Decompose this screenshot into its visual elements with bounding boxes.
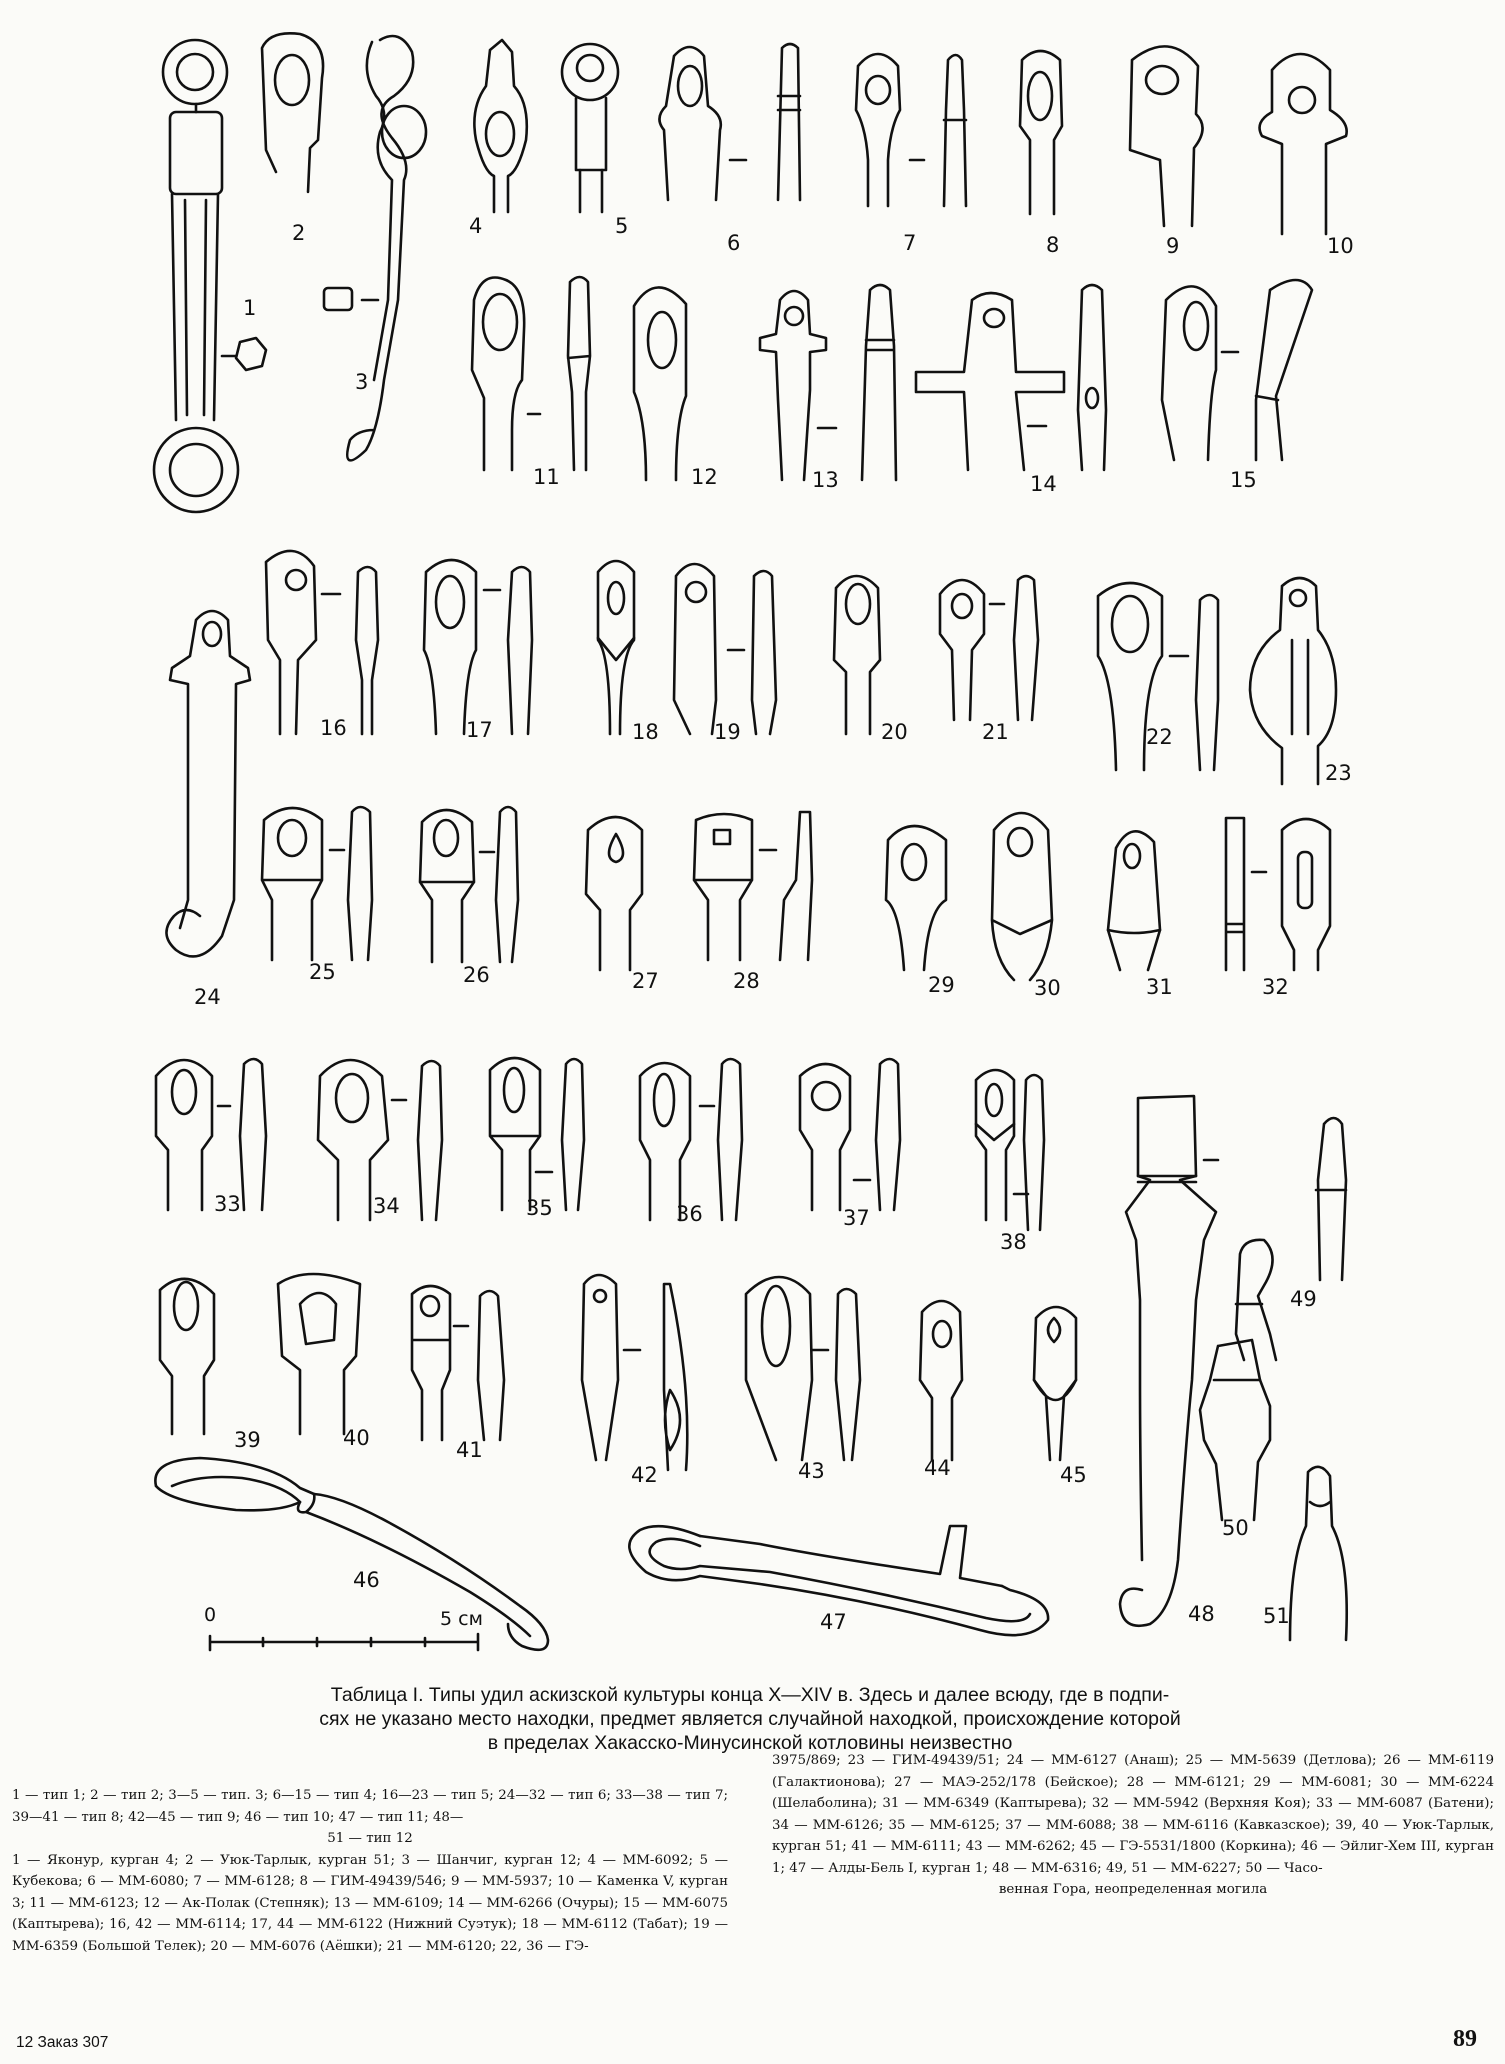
label-23: 23: [1325, 761, 1352, 785]
drawing-10: [1260, 54, 1347, 234]
label-6: 6: [727, 231, 741, 255]
label-45: 45: [1060, 1463, 1087, 1487]
label-38: 38: [1000, 1230, 1027, 1254]
legend-provenance-right-end: венная Гора, неопределенная могила: [998, 1882, 1268, 1897]
label-17: 17: [466, 718, 493, 742]
legend-right-column: [772, 1750, 1494, 1901]
label-8: 8: [1046, 233, 1060, 257]
drawing-33: [156, 1059, 266, 1210]
drawing-42: [582, 1275, 687, 1470]
drawing-6: [659, 44, 800, 200]
caption-line-1: Таблица I. Типы удил аскизской культуры конца X—XIV в. Здесь и далее всюду, где в подпи-: [330, 1684, 1170, 1706]
drawing-44: [920, 1301, 962, 1460]
label-11: 11: [533, 465, 560, 489]
label-40: 40: [343, 1426, 370, 1450]
label-27: 27: [632, 969, 659, 993]
label-39: 39: [234, 1428, 261, 1452]
label-41: 41: [456, 1438, 483, 1462]
drawing-24: [166, 611, 250, 956]
label-29: 29: [928, 973, 955, 997]
label-14: 14: [1030, 472, 1057, 496]
drawing-38: [976, 1070, 1044, 1230]
label-36: 36: [676, 1202, 703, 1226]
legend-provenance-left: 1 — Яконур, курган 4; 2 — Уюк-Тарлык, курган 51; 3 — Шанчиг, курган 12; 4 — ММ-6092; 5 — Кубекова; 6 — ММ-6080; 7 — ММ-6128; 8 — ГИМ-49439/546; 9 — ММ-5937; 10 — Каменка V, курган 3; 11 — ММ-6123; 12 — Ак-Полак (Степняк); 13 — ММ-6109; 14 — ММ-6266 (Очуры); 15 — ММ-6075 (Каптырева); 16, 42 — ММ-6114; 17, 44 — ММ-6122 (Нижний Суэтук); 18 — ММ-6112 (Табат); 19 — ММ-6359 (Большой Телек); 20 — ММ-6076 (Аёшки); 21 — ММ-6120; 22, 36 — ГЭ-: [12, 1852, 728, 1954]
legend-left-column: [12, 1785, 728, 1957]
drawing-27: [586, 817, 642, 970]
label-10: 10: [1327, 234, 1354, 258]
label-26: 26: [463, 963, 490, 987]
drawing-50: [1200, 1340, 1270, 1520]
drawing-45: [1034, 1307, 1076, 1460]
drawing-48: [1120, 1096, 1218, 1626]
drawing-19: [674, 564, 776, 734]
label-16: 16: [320, 716, 347, 740]
label-12: 12: [691, 465, 718, 489]
drawing-1: [154, 40, 266, 512]
drawing-4: [474, 40, 526, 212]
label-1: 1: [243, 296, 257, 320]
drawing-18: [598, 561, 634, 734]
drawing-25: [262, 807, 372, 960]
label-9: 9: [1166, 234, 1180, 258]
page-number: 89: [1453, 2026, 1477, 2052]
label-13: 13: [812, 468, 839, 492]
drawing-23: [1250, 578, 1336, 784]
drawing-37: [800, 1059, 900, 1210]
label-47: 47: [820, 1610, 847, 1634]
label-28: 28: [733, 969, 760, 993]
label-48: 48: [1188, 1602, 1215, 1626]
drawing-51: [1290, 1467, 1347, 1640]
drawing-43: [746, 1277, 860, 1460]
drawing-7: [856, 54, 966, 206]
label-44: 44: [924, 1456, 951, 1480]
drawing-20: [834, 576, 880, 734]
label-35: 35: [526, 1196, 553, 1220]
legend-provenance-right: 3975/869; 23 — ГИМ-49439/51; 24 — ММ-6127 (Анаш); 25 — ММ-5639 (Детлова); 26 — ММ-6119 (Галактионова); 27 — МАЭ-252/178 (Бейское); 28 — ММ-6121; 29 — ММ-6081; 30 — ММ-6224 (Шелаболина); 31 — ММ-6349 (Каптырева); 32 — ММ-5942 (Верхняя Коя); 33 — ММ-6087 (Батени); 34 — ММ-6126; 35 — ММ-6125; 37 — ММ-6088; 38 — ММ-6116 (Кавказское); 39, 40 — Уюк-Тарлык, курган 51; 41 — ММ-6111; 43 — ММ-6262; 45 — ГЭ-5531/1800 (Коркина); 46 — Эйлиг-Хем III, курган 1; 47 — Алды-Бель I, курган 1; 48 — ММ-6316; 49, 51 — ММ-6227; 50 — Часо-: [772, 1753, 1494, 1876]
drawing-15: [1162, 280, 1312, 460]
label-2: 2: [292, 221, 306, 245]
label-33: 33: [214, 1192, 241, 1216]
label-22: 22: [1146, 725, 1173, 749]
label-50: 50: [1222, 1516, 1249, 1540]
label-31: 31: [1146, 975, 1173, 999]
label-37: 37: [843, 1206, 870, 1230]
drawing-16: [266, 551, 378, 734]
scale-bar: [210, 1634, 478, 1650]
label-4: 4: [469, 214, 483, 238]
table-caption: [230, 1683, 1270, 1755]
label-3: 3: [355, 370, 369, 394]
scale-label-five: 5 см: [440, 1608, 483, 1630]
drawing-11: [472, 277, 590, 470]
drawing-17: [424, 560, 532, 734]
drawing-12: [634, 287, 686, 480]
drawing-35: [490, 1058, 584, 1210]
label-32: 32: [1262, 975, 1289, 999]
drawing-2: [262, 33, 323, 192]
label-5: 5: [615, 214, 629, 238]
label-24: 24: [194, 985, 221, 1009]
label-51: 51: [1263, 1604, 1290, 1628]
drawing-39: [160, 1279, 214, 1434]
drawing-49: [1236, 1118, 1346, 1360]
drawing-30: [992, 813, 1052, 980]
legend-types-end: 51 — тип 12: [327, 1831, 413, 1846]
drawing-41: [412, 1286, 504, 1440]
label-21: 21: [982, 720, 1009, 744]
drawing-29: [886, 826, 946, 970]
label-25: 25: [309, 960, 336, 984]
label-42: 42: [631, 1463, 658, 1487]
label-46: 46: [353, 1568, 380, 1592]
drawing-36: [640, 1059, 742, 1220]
drawing-13: [760, 285, 896, 480]
drawing-8: [1020, 51, 1062, 214]
drawing-32: [1226, 818, 1330, 970]
drawing-21: [940, 576, 1038, 720]
drawing-26: [420, 807, 518, 962]
scale-label-zero: 0: [204, 1604, 217, 1626]
caption-line-3: в пределах Хакасско-Минусинской котловины неизвестно: [487, 1732, 1013, 1754]
printer-signature: 12 Заказ 307: [16, 2034, 109, 2051]
label-20: 20: [881, 720, 908, 744]
label-15: 15: [1230, 468, 1257, 492]
drawing-40: [278, 1274, 360, 1434]
caption-line-2: сях не указано место находки, предмет является случайной находкой, происхождение которой: [319, 1708, 1181, 1730]
label-18: 18: [632, 720, 659, 744]
drawing-31: [1108, 831, 1160, 970]
drawing-14: [916, 285, 1106, 470]
drawing-5: [562, 44, 618, 212]
drawing-9: [1130, 46, 1203, 226]
label-49: 49: [1290, 1287, 1317, 1311]
label-19: 19: [714, 720, 741, 744]
label-30: 30: [1034, 976, 1061, 1000]
label-34: 34: [373, 1194, 400, 1218]
drawing-28: [694, 812, 812, 960]
drawing-3: [324, 36, 426, 460]
label-43: 43: [798, 1459, 825, 1483]
legend-types: 1 — тип 1; 2 — тип 2; 3—5 — тип. 3; 6—15 — тип 4; 16—23 — тип 5; 24—32 — тип 6; 33—38 — тип 7; 39—41 — тип 8; 42—45 — тип 9; 46 — тип 10; 47 — тип 11; 48—: [12, 1788, 728, 1825]
label-7: 7: [903, 231, 917, 255]
